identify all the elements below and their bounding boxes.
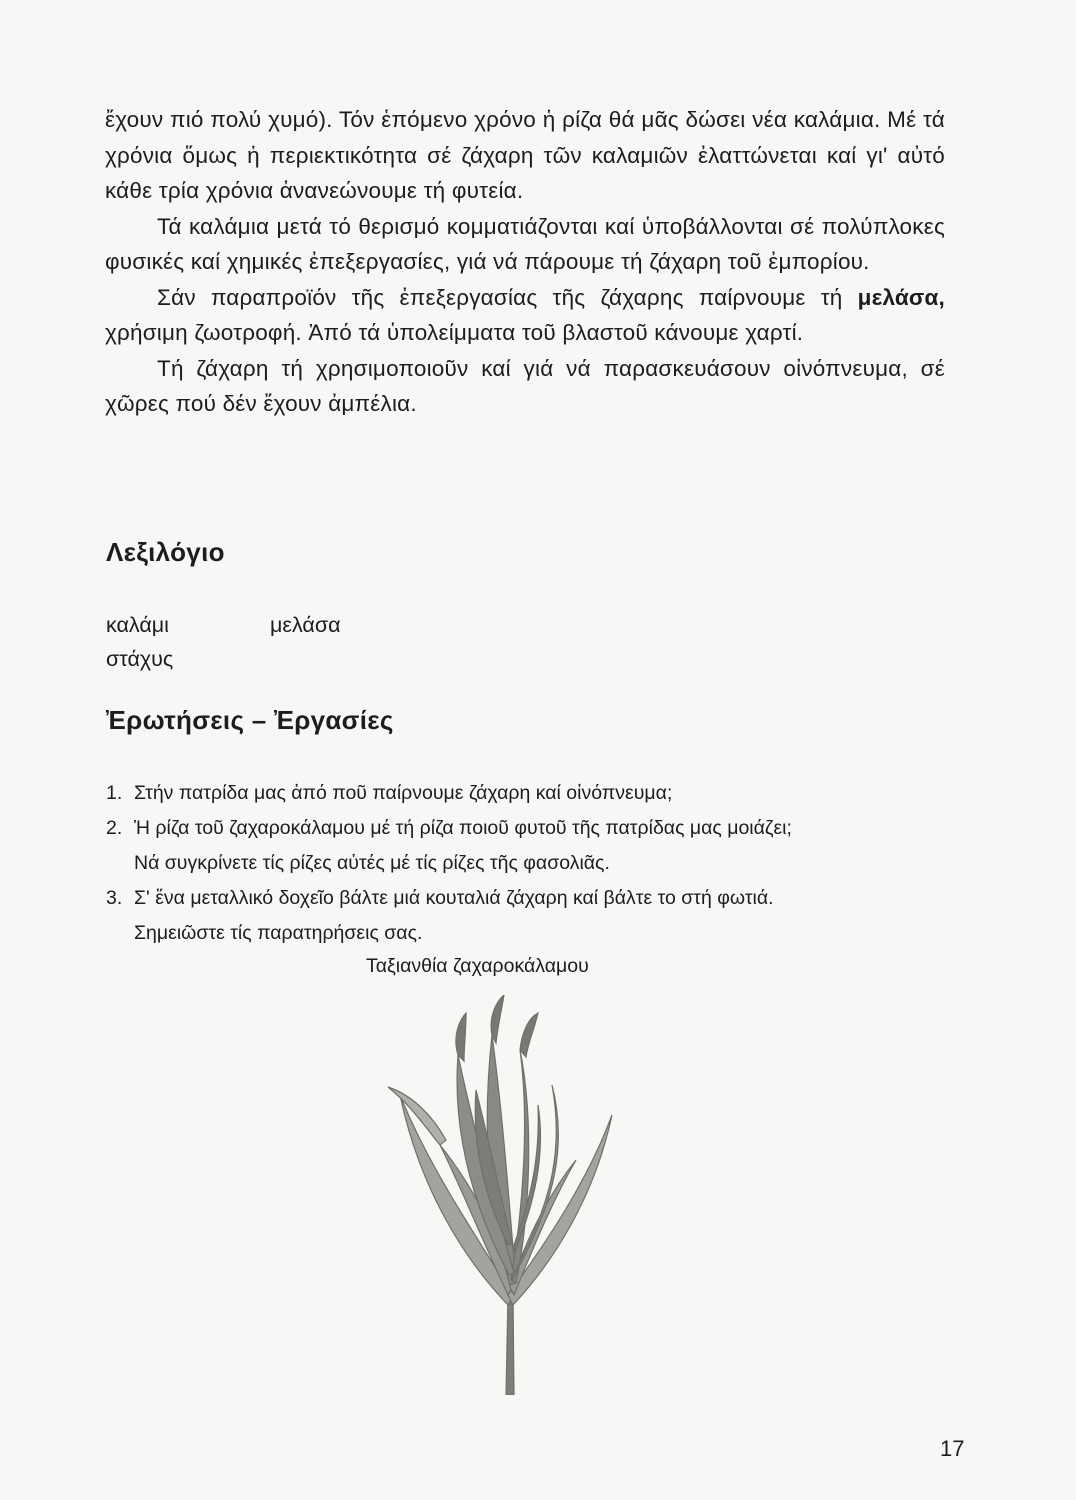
question-text: Σημειῶστε τίς παρατηρήσεις σας. [134,922,423,944]
question-text: Ἡ ρίζα τοῦ ζαχαροκάλαμου μέ τή ρίζα ποιοῦ φυτοῦ τῆς πατρίδας μας μοιάζει; [134,817,792,839]
vocabulary-word: καλάμι [106,613,169,637]
paragraph [105,280,945,351]
question-text: Νά συγκρίνετε τίς ρίζες αὐτές μέ τίς ρίζες τῆς φασολιᾶς. [134,852,610,874]
question-text: Σ' ἕνα μεταλλικό δοχεῖο βάλτε μιά κουταλιά ζάχαρη καί βάλτε το στή φωτιά. [134,887,774,909]
question-number: 1. [106,782,123,804]
question-item [106,776,966,811]
paragraph: ἔχουν πιό πολύ χυμό). Τόν ἑπόμενο χρόνο ἡ ρίζα θά μᾶς δώσει νέα καλάμια. Μέ τά χρόνια ὅμως ἡ περιεκτικότητα σέ ζάχαρη τῶν καλαμιῶν ἐλαττώνεται καί γι' αὐτό κάθε τρία χρόνια ἀνανεώνουμε τή φυτεία. [105,107,945,203]
paragraph: Τή ζάχαρη τή χρησιμοποιοῦν καί γιά νά παρασκευάσουν οἰνόπνευμα, σέ χῶρες πού δέν ἔχουν ἀμπέλια. [105,355,945,416]
paragraph-text: χρήσιμη ζωοτροφή. Ἀπό τά ὑπολείμματα τοῦ βλαστοῦ κάνουμε χαρτί. [105,320,804,345]
paragraph-text: Σάν παραπροϊόν τῆς ἐπεξεργασίας τῆς ζάχαρης παίρνουμε τή [157,284,858,310]
question-text: Στήν πατρίδα μας ἀπό ποῦ παίρνουμε ζάχαρη καί οἰνόπνευμα; [134,782,673,804]
question-number: 2. [106,817,123,839]
question-item [106,811,966,881]
vocabulary-word: μελάσα [270,613,341,637]
bold-term: μελάσα, [857,284,945,310]
question-item [106,881,966,951]
questions-list [106,776,966,951]
paragraph: Τά καλάμια μετά τό θερισμό κομματιάζονται καί ὑποβάλλονται σέ πολύπλοκες φυσικές καί χημικές ἐπεξεργασίες, γιά νά πάρουμε τή ζάχαρη τοῦ ἐμπορίου. [105,213,945,274]
body-text [105,102,945,422]
vocabulary-heading: Λεξιλόγιο [106,537,225,567]
page-number: 17 [940,1436,965,1461]
sugarcane-inflorescence-icon [380,995,640,1395]
illustration-caption: Ταξιανθία ζαχαροκάλαμου [366,955,589,977]
questions-heading: Ἐρωτήσεις – Ἐργασίες [106,705,394,735]
question-number: 3. [106,887,123,909]
vocabulary-word: στάχυς [106,647,174,671]
